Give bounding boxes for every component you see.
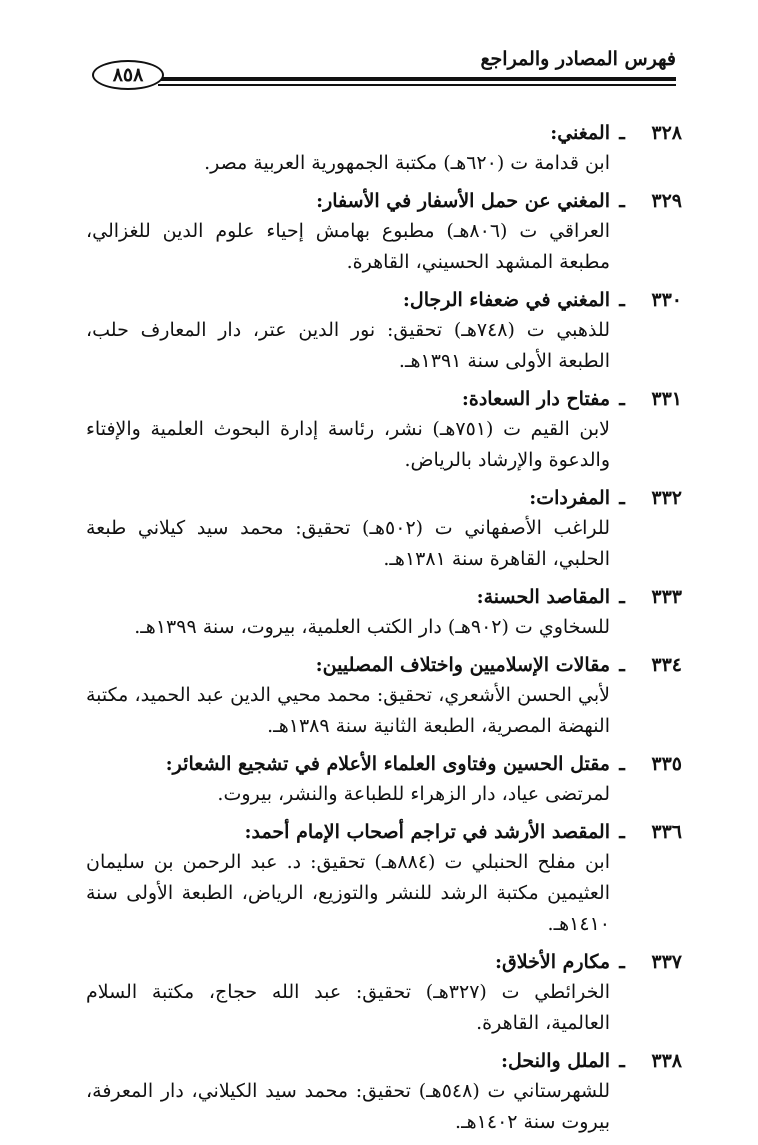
entry-heading	[86, 749, 682, 779]
entry-title: المقصد الأرشد في تراجم أصحاب الإمام أحمد:	[244, 821, 610, 843]
entry-title: المفردات:	[529, 487, 610, 509]
entry-number: ٣٣٤	[651, 654, 682, 676]
bibliography-entry	[86, 1046, 682, 1138]
entry-details: لمرتضى عياد، دار الزهراء للطباعة والنشر، بيروت.	[217, 783, 610, 805]
page-header	[86, 40, 676, 90]
entry-heading	[86, 285, 682, 315]
entry-number: ٣٣٧	[651, 951, 682, 973]
bibliography-list	[86, 118, 682, 1145]
bibliography-entry	[86, 749, 682, 810]
entry-number: ٣٣٢	[651, 487, 682, 509]
entry-heading	[86, 483, 682, 513]
entry-title: الملل والنحل:	[501, 1050, 610, 1072]
entry-heading	[86, 817, 682, 847]
entry-heading	[86, 947, 682, 977]
entry-details: العراقي ت (٨٠٦هـ) مطبوع بهامش إحياء علوم الدين للغزالي، مطبعة المشهد الحسيني، القاهرة.	[86, 220, 611, 273]
entry-heading	[86, 384, 682, 414]
entry-title: مفتاح دار السعادة:	[461, 388, 610, 410]
bibliography-entry	[86, 384, 682, 476]
entry-heading	[86, 582, 682, 612]
entry-details: للسخاوي ت (٩٠٢هـ) دار الكتب العلمية، بيروت، سنة ١٣٩٩هـ.	[134, 616, 610, 638]
entry-title: مقتل الحسين وفتاوى العلماء الأعلام في تشجيع الشعائر:	[165, 753, 610, 775]
entry-details: لأبي الحسن الأشعري، تحقيق: محمد محيي الدين عبد الحميد، مكتبة النهضة المصرية، الطبعة الثانية سنة ١٣٨٩هـ.	[86, 684, 610, 737]
entry-dash: ـ	[619, 388, 625, 410]
bibliography-entry	[86, 817, 682, 940]
entry-number: ٣٣٦	[651, 821, 682, 843]
entry-heading	[86, 118, 682, 148]
entry-heading	[86, 186, 682, 216]
entry-dash: ـ	[619, 586, 625, 608]
entry-number: ٣٣٥	[651, 753, 682, 775]
entry-title: المغني:	[550, 122, 610, 144]
entry-dash: ـ	[619, 821, 625, 843]
entry-details: للشهرستاني ت (٥٤٨هـ) تحقيق: محمد سيد الكيلاني، دار المعرفة، بيروت سنة ١٤٠٢هـ.	[86, 1080, 611, 1133]
entry-dash: ـ	[619, 1050, 625, 1072]
entry-title: مقالات الإسلاميين واختلاف المصليين:	[315, 654, 610, 676]
entry-dash: ـ	[619, 122, 625, 144]
entry-number: ٣٣١	[651, 388, 682, 410]
entry-dash: ـ	[619, 951, 625, 973]
entry-number: ٣٣٠	[651, 289, 682, 311]
header-rule-thick	[158, 77, 676, 81]
entry-details: لابن القيم ت (٧٥١هـ) نشر، رئاسة إدارة البحوث العلمية والإفتاء والدعوة والإرشاد بالرياض.	[86, 418, 610, 471]
entry-heading	[86, 650, 682, 680]
bibliography-entry	[86, 582, 682, 643]
entry-details: ابن مفلح الحنبلي ت (٨٨٤هـ) تحقيق: د. عبد الرحمن بن سليمان العثيمين مكتبة الرشد للنشر والتوزيع، الرياض، الطبعة الأولى سنة ١٤١٠هـ.	[86, 851, 610, 935]
bibliography-entry	[86, 285, 682, 377]
entry-dash: ـ	[619, 190, 625, 212]
header-rule-thin	[158, 84, 676, 86]
entry-title: المغني في ضعفاء الرجال:	[402, 289, 610, 311]
entry-details: للذهبي ت (٧٤٨هـ) تحقيق: نور الدين عتر، دار المعارف حلب، الطبعة الأولى سنة ١٣٩١هـ.	[86, 319, 610, 372]
entry-dash: ـ	[619, 753, 625, 775]
entry-dash: ـ	[619, 487, 625, 509]
entry-number: ٣٢٩	[651, 190, 682, 212]
running-title: فهرس المصادر والمراجع	[480, 48, 676, 70]
bibliography-entry	[86, 947, 682, 1039]
entry-title: المغني عن حمل الأسفار في الأسفار:	[316, 190, 610, 212]
page-number: ٨٥٨	[92, 60, 164, 90]
bibliography-entry	[86, 650, 682, 742]
entry-number: ٣٣٣	[651, 586, 682, 608]
entry-dash: ـ	[619, 654, 625, 676]
bibliography-entry	[86, 118, 682, 179]
bibliography-entry	[86, 186, 682, 278]
entry-details: الخرائطي ت (٣٢٧هـ) تحقيق: عبد الله حجاج، مكتبة السلام العالمية، القاهرة.	[86, 981, 610, 1034]
bibliography-entry	[86, 483, 682, 575]
entry-number: ٣٢٨	[651, 122, 682, 144]
entry-details: ابن قدامة ت (٦٢٠هـ) مكتبة الجمهورية العربية مصر.	[204, 152, 610, 174]
entry-heading	[86, 1046, 682, 1076]
page-number-badge	[86, 60, 176, 92]
entry-dash: ـ	[619, 289, 625, 311]
entry-details: للراغب الأصفهاني ت (٥٠٢هـ) تحقيق: محمد سيد كيلاني طبعة الحلبي، القاهرة سنة ١٣٨١هـ.	[86, 517, 610, 570]
entry-number: ٣٣٨	[651, 1050, 682, 1072]
entry-title: المقاصد الحسنة:	[476, 586, 610, 608]
entry-title: مكارم الأخلاق:	[495, 951, 610, 973]
